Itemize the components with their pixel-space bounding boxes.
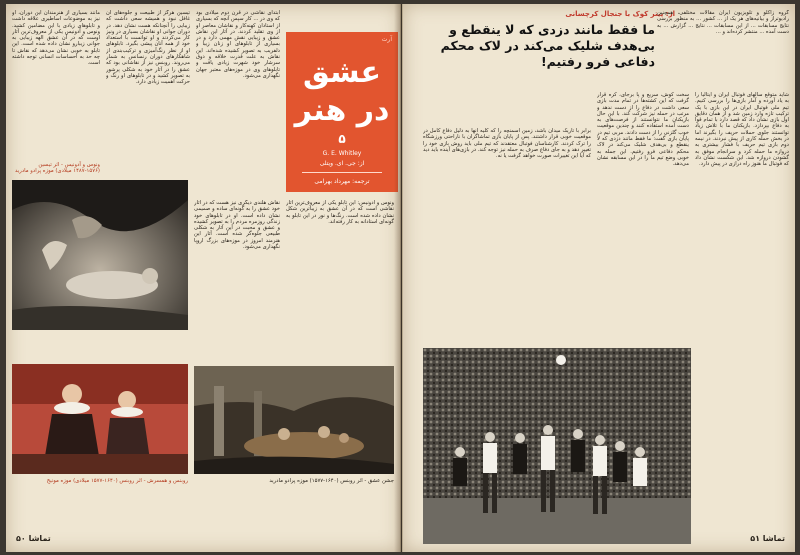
article-title-box xyxy=(286,32,398,192)
caption-love-garden: جشن عشق - اثر روبنس (۱۶۴۰-۱۵۷۷) موزه پرادو مادرید xyxy=(269,478,394,484)
footer-logo: تماشا xyxy=(762,534,785,543)
footer-logo: تماشا xyxy=(28,534,51,543)
article-column-lower-right: نقاش هلندی دیگری نیز هست که در آثار خود عشق را به گونه‌ای ساده و صمیمی نشان داده است. او در تابلوهای خود زندگی روزمره مردم را به تصویر کشیده و عشق و محبت در این آثار به شکلی طبیعی جلوه‌گر شده است. آثار این هنرمند امروز در موزه‌های بزرگ اروپا نگهداری می‌شود. xyxy=(194,200,280,251)
translator: ترجمه: مهرداد بهرامی xyxy=(314,178,370,185)
football-match-photo xyxy=(423,348,691,544)
left-page xyxy=(6,4,401,552)
right-page xyxy=(402,4,795,552)
author-en: G. E. Whitley xyxy=(322,150,362,157)
part-number: ۵ xyxy=(338,132,346,146)
title-kicker: آرت xyxy=(381,36,392,43)
caption-venus-adonis: ونوس و آدونیس - اثر تیسین (۱۵۷۶-۱۴۸۷ میلادی) موزه پرادو مادرید xyxy=(15,162,100,175)
title-divider xyxy=(302,172,382,173)
headline-line-2: بی‌هدف شلیک می‌کند در لاک محکم xyxy=(440,38,655,53)
caption-rubens-couple: روبنس و همسرش - اثر روبنس (۱۶۴۰-۱۵۷۷ میلادی) موزه مونیخ xyxy=(46,478,188,484)
footer-page-num: ۵۱ xyxy=(750,534,760,543)
article-column-right: ابتدای نقاشی در قرن دوم میلادی بود که وی در ... کار سپس آنچه که بسیاری از استادان کهنه‌کار و نقاشان معاصر او از وی تقلید کردند. در آثار این نقاش عشق و زیبایی نقش مهمی دارد و در بسیاری از تابلوهای او زنان زیبا و دلفریب به تصویر کشیده شده‌اند. این نقاش به علت قدرت خلاقه و ذوق سرشار خود شهرت زیادی یافت و تابلوهای وی در موزه‌های معتبر جهان نگهداری می‌شود. xyxy=(196,10,280,79)
article-column-3: برابر با تاریک میدان باشد، زمین اسمنچه را که کلیه آنها به دلیل دفاع کامل در موقعیت خوبی قرار داشتند. پس از پایان بازی تماشاگران با ناراحتی ورزشگاه را ترک کردند. کارشناسان فوتبال معتقدند که تیم ملی باید روش بازی خود را تغییر دهد و به جای دفاع صرف به حمله نیز توجه کند. در بازی‌های آینده باید دید که آیا این تغییرات صورت خواهد گرفت یا نه. xyxy=(423,128,591,160)
article-column-lower-far-right: ونوس و آدونیس: این تابلو یکی از معروف‌ترین آثار نقاشی است که در آن عشق به زیباترین شکل نشان داده شده است. رنگ‌ها و نور در این تابلو به گونه‌ای استادانه به کار رفته‌اند. xyxy=(286,200,394,225)
footer-page-number-right xyxy=(750,534,785,543)
article-title xyxy=(286,54,398,130)
headline xyxy=(405,22,655,70)
football-match-photo-illustration xyxy=(423,348,691,544)
article-kicker: از: پیتر کوک با جنجال کرچسانی xyxy=(565,10,675,18)
painting-venus-adonis xyxy=(12,180,188,330)
footer-page-num: ۵۰ xyxy=(16,534,26,543)
painting-venus-adonis-illustration xyxy=(12,180,188,330)
painting-rubens-couple xyxy=(12,364,188,474)
article-column-1: شاید متوقع سالهای فوتبال ایران و ایتالیا را به یاد آورده و آمار بازی‌ها را بررسی کنیم. تیم ملی فوتبال ایران در این بازی با یک ترکیب تازه وارد زمین شد و از همان دقایق اول بازی نشان داد که قصد دارد با تمام قوا به دفاع بپردازد. بازیکنان ما با تلاش زیاد توانستند جلوی حملات حریف را بگیرند اما در بخش حمله کاری از پیش نبردند. در نیمه دوم بازی تیم حریف با فشار بیشتری به دروازه ما حمله کرد و سرانجام موفق به گشودن دروازه شد. این شکست نشان داد که فوتبال ما هنوز راه درازی در پیش دارد. xyxy=(695,92,789,168)
article-title-line-1: عشق xyxy=(302,55,382,90)
article-title-line-2: در هنر xyxy=(294,93,390,128)
article-column-2: سخت کوش، سریع و پا برجای، کره قرار گرفت که این کشته‌ها در تمام مدت بازی سعی داشت در دفاع را از دست ندهد و مرتب در حمله نیز شرکت کند. با این حال بازیکنان ما نتوانستند از فرصت‌های به دست آمده استفاده کنند و چندین موقعیت خوب گلزنی را از دست دادند. مربی تیم در پایان بازی گفت: ما فقط مانند دزدی که لا ینقطع و بی‌هدف شلیک می‌کند در لاک محکم دفاعی فرو رفتیم. این جمله به خوبی وضع تیم ما را در این مسابقه نشان می‌دهد. xyxy=(597,92,689,168)
painting-rubens-couple-illustration xyxy=(12,364,188,474)
painting-love-garden-illustration xyxy=(194,366,394,474)
article-column-middle: تیسین هرگز از طبیعت و جلوه‌های آن غافل نبود و همیشه سعی داشت که زیبایی را آنچنانکه هست نشان دهد. در دوران جوانی او نقاشان بسیاری در ونیز کار می‌کردند و او توانست با استعداد خود از همه آنان پیشی بگیرد. تابلوهای او از نظر رنگ‌آمیزی و ترکیب‌بندی از شاهکارهای دوران رنسانس به شمار می‌روند. روبنس نیز از نقاشانی بود که عشق را در آثار خود به شکلی پرشور به تصویر کشید و در تابلوهای او رنگ و حرکت اهمیت زیادی دارد. xyxy=(106,10,190,86)
magazine-spread xyxy=(6,4,794,552)
painting-love-garden xyxy=(194,366,394,474)
intro-column: گروه زاکلو و تلویزیون ایران مقالات مختلفی، همچنین رادیوتراز و بیانیه‌های هر یک از ... کشور ... به منظور بررسی نتایج مسابقات ... از این مسابقات ... نتایج ... گزارش ... به دست آمده ... منتشر کرده‌اند و ... xyxy=(657,10,789,35)
article-column-left: مانند بسیاری از هنرمندان این دوران، او نیز به موضوعات اساطیری علاقه داشت و تابلوهای زیادی با این مضامین کشید. ونوس و آدونیس یکی از معروف‌ترین آثار اوست که در آن عشق الهه زیبایی به جوانی زیبارو نشان داده شده است. این تابلو به خوبی نشان می‌دهد که نقاش تا چه حد به احساسات انسانی توجه داشته است. xyxy=(12,10,100,67)
headline-line-1: ما فقط مانند دزدی که لا ینقطع و xyxy=(449,22,655,37)
headline-line-3: دفاعی فرو رفتیم! xyxy=(540,54,655,69)
author-fa: از: جی. ای. ویتلی xyxy=(319,160,365,167)
footer-page-number-left xyxy=(16,534,51,543)
